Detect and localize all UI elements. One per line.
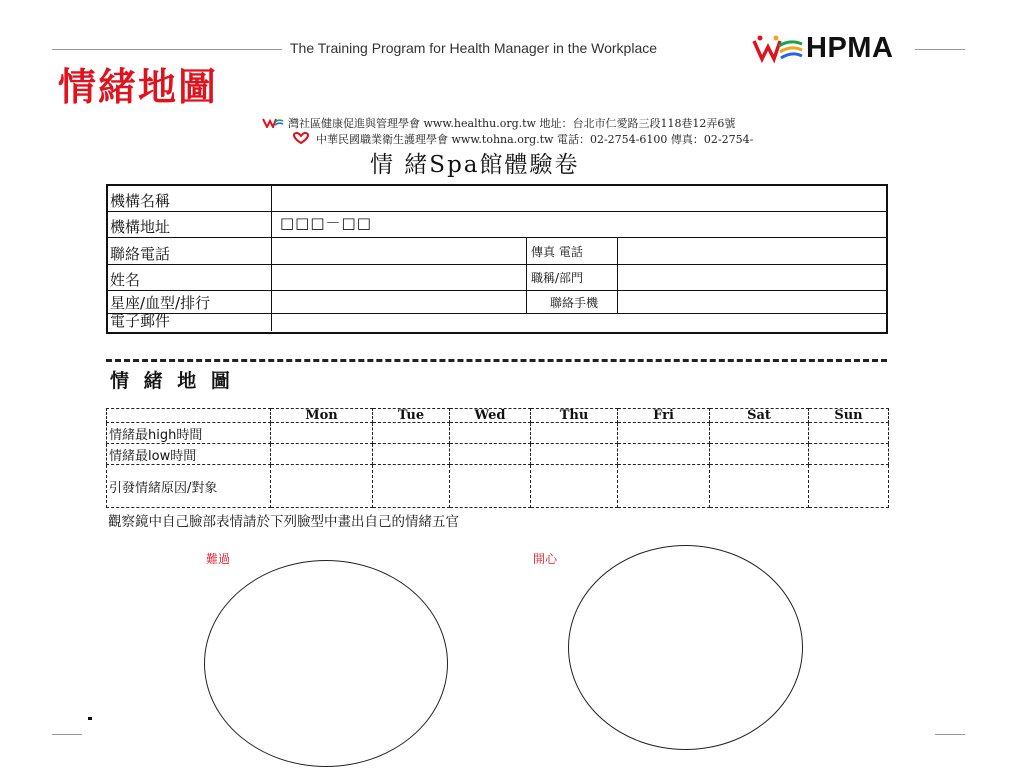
mood-cell[interactable] [450,465,531,508]
org-line-2 [290,131,753,147]
mood-cell[interactable] [710,423,809,444]
mobile-field[interactable] [618,291,886,313]
day-header: Mon [271,409,373,423]
hpma-logo [752,32,893,65]
mood-row-label: 引發情緒原因/對象 [107,465,271,508]
mobile-label: 聯絡手機 [526,291,618,313]
sad-face-circle[interactable] [204,560,448,767]
mood-row-label: 情緒最low時間 [107,444,271,465]
info-label: 電子郵件 [108,314,272,331]
name-field[interactable] [272,265,526,290]
mood-cell[interactable] [618,465,710,508]
info-row-phone [108,238,886,265]
slide-title: 情緒地圖 [58,64,219,109]
heart-icon [290,132,312,144]
mood-row-cause [107,465,889,508]
fax-field[interactable] [618,238,886,264]
footer-rule-right [935,734,965,735]
info-row-org [108,186,886,212]
day-header: Sat [710,409,809,423]
org-logo-icon [262,116,284,128]
section-title: 情 緒 地 圖 [110,370,234,392]
happy-face-label: 開心 [533,552,558,566]
phone-field[interactable] [272,238,526,264]
mood-cell[interactable] [271,444,373,465]
mood-cell[interactable] [450,444,531,465]
mood-cell[interactable] [271,465,373,508]
header-rule-left [52,49,282,50]
info-row-email [108,314,886,331]
happy-face-circle[interactable] [568,545,803,750]
logo-text: HPMA [806,32,894,64]
info-label: 星座/血型/排行 [108,291,272,313]
mood-cell[interactable] [373,465,450,508]
bullet-mark [88,717,92,720]
fax-label: 傳真 電話 [526,238,618,264]
instruction-text: 觀察鏡中自己臉部表情請於下列臉型中畫出自己的情緒五官 [108,514,459,530]
sign-blood-field[interactable] [272,291,526,313]
email-field[interactable] [272,314,886,331]
header-rule-right [915,49,965,50]
info-label: 姓名 [108,265,272,290]
info-label: 機構地址 [108,212,272,237]
info-label: 機構名稱 [108,186,272,211]
day-header: Wed [450,409,531,423]
info-table [106,184,888,334]
org-line-2-text: 中華民國職業衛生護理學會 www.tohna.org.tw 電話：02-2754-6100 傳真：02-2754- [316,133,754,146]
title-dept-label: 職稱/部門 [526,265,618,290]
day-header: Sun [809,409,889,423]
mood-cell[interactable] [450,423,531,444]
mood-cell[interactable] [618,444,710,465]
mood-row-high [107,423,889,444]
mood-cell[interactable] [271,423,373,444]
org-name-field[interactable] [272,186,886,211]
day-header: Thu [531,409,618,423]
mood-cell[interactable] [710,444,809,465]
org-line-1-text: 灣社區健康促進與管理學會 www.healthu.org.tw 地址：台北市仁愛路三段118巷12弄6號 [288,117,736,130]
footer-rule-left [52,734,82,735]
mood-table [106,408,889,508]
mood-cell[interactable] [373,423,450,444]
mood-cell[interactable] [809,444,889,465]
mood-row-low [107,444,889,465]
form-title: 情 緒Spa館體驗卷 [370,152,580,178]
hpma-logo-icon [752,33,804,65]
mood-cell[interactable] [809,423,889,444]
day-header: Fri [618,409,710,423]
info-row-sign [108,291,886,314]
address-field[interactable]: □□□－□□ [280,214,372,232]
mood-cell[interactable] [531,423,618,444]
corner-cell [107,409,271,423]
mood-cell[interactable] [373,444,450,465]
sad-face-label: 難過 [206,552,231,566]
title-dept-field[interactable] [618,265,886,290]
mood-cell[interactable] [618,423,710,444]
mood-header-row [107,409,889,423]
info-label: 聯絡電話 [108,238,272,264]
mood-cell[interactable] [531,465,618,508]
dashed-separator [106,359,887,362]
program-title: The Training Program for Health Manager in the Workplace [290,40,658,56]
info-row-address [108,212,886,238]
mood-cell[interactable] [710,465,809,508]
mood-cell[interactable] [531,444,618,465]
info-row-name [108,265,886,291]
org-line-1 [262,115,735,131]
mood-cell[interactable] [809,465,889,508]
mood-row-label: 情緒最high時間 [107,423,271,444]
day-header: Tue [373,409,450,423]
